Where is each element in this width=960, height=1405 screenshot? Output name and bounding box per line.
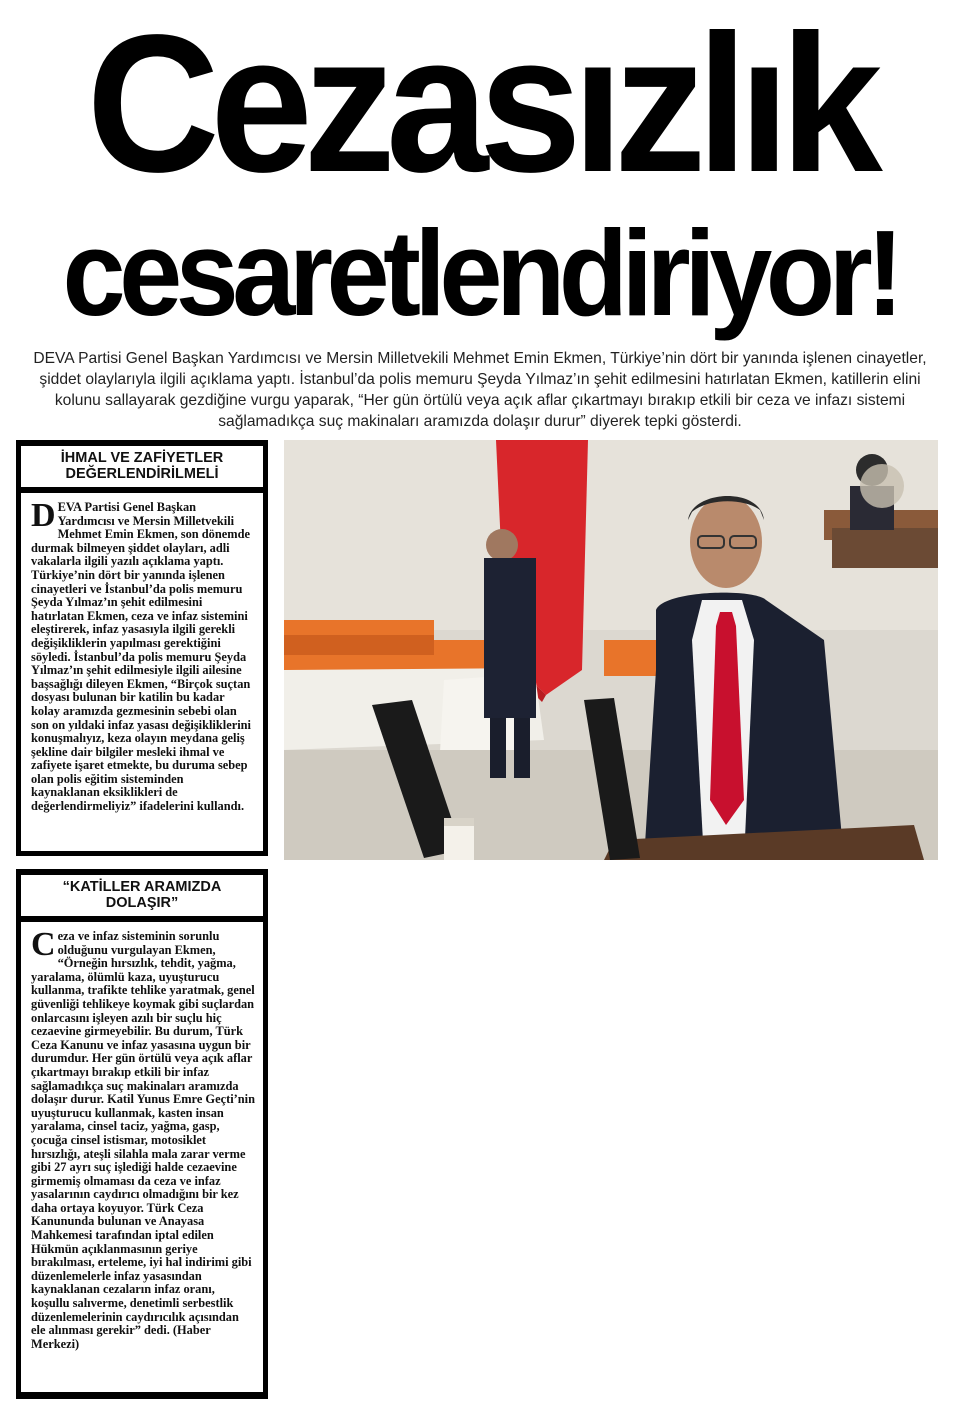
headline-line-2: cesaretlendiriyor! bbox=[62, 205, 898, 341]
box-heading: “KATİLLER ARAMIZDA DOLAŞIR” bbox=[21, 875, 263, 916]
headline-line-1: Cezasızlık bbox=[86, 0, 874, 213]
sidebar-box-ihmal bbox=[16, 440, 268, 856]
news-photo bbox=[284, 440, 938, 860]
lead-paragraph: DEVA Partisi Genel Başkan Yardımcısı ve Mersin Milletvekili Mehmet Emin Ekmen, Türkiye’nin dört bir yanında işlenen cinayetler, şiddet olaylarıyla ilgili açıklama yaptı. İstanbul’da polis memuru Şeyda Yılmaz’ın şehit edilmesini hatırlatan Ekmen, katillerin elini kolunu sallayarak gezdiğine vurgu yaparak, “Her gün örtülü veya açık aflar çıkartmayı bırakıp etkili bir ceza ve infazı sistemi sağlamadıkça suç makinaları aramızda dolaşır durur” diyerek tepki gösterdi. bbox=[33, 350, 927, 430]
box-text: eza ve infaz sisteminin sorunlu olduğunu vurgulayan Ekmen, “Örneğin hırsızlık, tehdit, yağma, yaralama, ölümlü kaza, uyuşturucu kullanma, trafikte tehlike yaratmak, genel güvenliği tehlikeye koymak gibi suçlardan onlarcasını işleyen azılı bir suçlu hiç cezaevine girmeyebilir. Bu durum, Türk Ceza Kanunu ve infaz yasasına uygun bir durumdur. Her gün örtülü veya açık aflar çıkartmayı bırakıp etkili bir infaz sağlamadıkça suç makinaları aramızda dolaşır durur. Katil Yunus Emre Geçti’nin uyuşturucu kullanmak, kasten insan yaralama, cinsel taciz, yağma, gasp, çocuğa cinsel istismar, motosiklet hırsızlığı, ateşli silahla mala zarar verme gibi 27 ayrı suç işlediği halde cezaevine girmemiş olmaması da ceza ve infaz yasalarının caydırıcı olmadığını bir kez daha ortaya koyuyor. Türk Ceza Kanununda bulunan ve Anayasa Mahkemesi tarafından iptal edilen Hükmün açıklanmasının geriye bırakılması, erteleme, iyi hal indirimi gibi düzenlemelerle infaz yasasından kaynaklanan cezaların infaz oranı, koşullu salıverme, denetimli serbestlik düzenlemelerinin caydırıcılık açısından ele alınması gerekir” dedi. (Haber Merkezi) bbox=[31, 929, 255, 1351]
drop-cap: D bbox=[31, 497, 56, 534]
box-heading: İHMAL VE ZAFİYETLER DEĞERLENDİRİLMELİ bbox=[21, 446, 263, 487]
box-body bbox=[21, 922, 263, 1392]
box-text: EVA Partisi Genel Başkan Yardımcısı ve Mersin Milletvekili Mehmet Emin Ekmen, son dönemde durmak bilmeyen şiddet olayları, adli vakalarla ilgili yazılı açıklama yaptı. Türkiye’nin dört bir yanında işlenen cinayetleri ve İstanbul’da polis memuru Şeyda Yılmaz’ın şehit edilmesini hatırlatan Ekmen, ceza ve infaz sistemini eleştirerek, infaz yasasıyla ilgili gerekli değişikliklerin yapılması gerektiğini söyledi. İstanbul’da polis memuru Şeyda Yılmaz’ın şehit edilmesiyle ilgili ailesine başsağlığı dileyen Ekmen, “Birçok suçtan dosyası bulunan bir katilin bu kadar kolay aramızda gezmesinin sebebi olan son on yıldaki infaz yasası değişikliklerini konuşmalıyız, keza olayın meydana geliş şekline dair bilgiler mesleki ihmal ve zafiyete işaret etmekte, bu duruma sebep olan polis eğitim sisteminden kaynaklanan eksiklikleri de değerlendirmeliyiz” ifadelerini kullandı. bbox=[31, 500, 251, 814]
box-body bbox=[21, 493, 263, 851]
parliament-photo-illustration bbox=[284, 440, 938, 860]
sidebar-box-katiller bbox=[16, 869, 268, 1399]
drop-cap: C bbox=[31, 926, 56, 963]
